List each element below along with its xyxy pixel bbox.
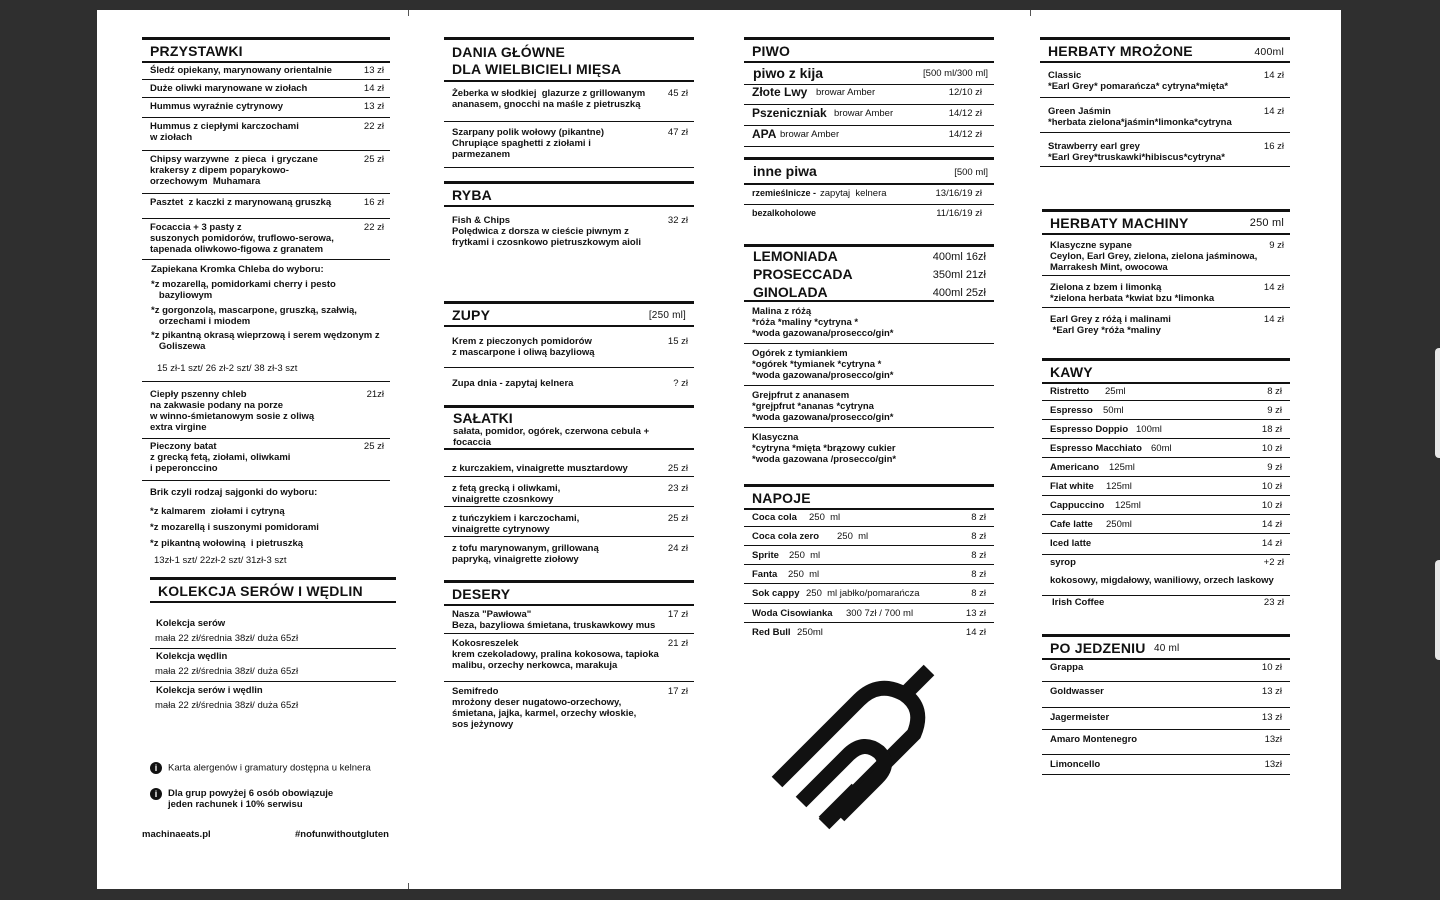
ryba-header: RYBA [444,181,694,207]
po-jedzeniu-item-name: Jagermeister [1050,712,1110,723]
machiny-item-name: Zielona z bzem i limonką *zielona herbata *kwiat bzu *limonka [1050,282,1215,304]
przystawki-item-name: Ciepły pszenny chleb na zakwasie podany na porze w winno-śmietanowym sosie z oliwą extra virgine [150,389,315,433]
desery-item [444,682,694,742]
brik-prices: 13zł-1 szt/ 22zł-2 szt/ 31zł-3 szt [154,555,287,566]
kawy-item [1042,496,1290,515]
dania-item [444,83,694,122]
napoje-item-size: 250 ml [788,569,820,580]
przystawki-item [142,194,390,219]
fold-mark [408,10,409,16]
machiny-item-price: 14 zł [1263,282,1284,293]
lemoniada-flavor [744,386,994,428]
napoje-item-name: Sok cappy [752,588,800,599]
info-allergens: i Karta alergenów i gramatury dostępna u kelnera [150,762,410,774]
mrozone-item-price: 14 zł [1263,106,1284,117]
napoje-item [744,527,994,546]
salatki-item-price: 24 zł [667,543,688,554]
kawy-item-price: 18 zł [1261,424,1282,435]
przystawki-item [142,219,390,260]
zapiekanka-option: *z mozarellą, pomidorkami cherry i pesto bazyliowym [151,279,336,301]
kawy-item-size: 50ml [1103,405,1124,416]
napoje-item-size: 250 ml [789,550,821,561]
kawy-item-name: Espresso Macchiato [1050,443,1142,454]
piwo-item [744,126,994,147]
przystawki-item [142,439,390,481]
przystawki-item-name: Chipsy warzywne z pieca i gryczane krakersy z dipem poparykowo- orzechowym Muhamara [150,154,318,187]
kawy-item-size: 125ml [1115,500,1141,511]
przystawki-item-name: Hummus z ciepłymi karczochami w ziołach [150,121,299,143]
inne-piwo-item-name: rzemieślnicze - [752,188,817,198]
piwo-item-price: 14/12 zł [948,129,982,140]
przystawki-item [142,98,390,118]
piwo-item-price: 12/10 zł [948,87,982,98]
napoje-item [744,623,994,642]
brik-option: *z kalmarem ziołami i cytryną [150,506,285,517]
inne-piwo-item-price: 13/16/19 zł [935,188,982,199]
przystawki-item-price: 22 zł [363,121,384,132]
salatki-item [444,507,694,537]
kawy-item-name: Cappuccino [1050,500,1105,511]
machiny-item [1042,276,1290,308]
desery-item-price: 17 zł [667,609,688,620]
dania-header: DANIA GŁÓWNE DLA WIELBICIELI MIĘSA [444,37,694,82]
mrozone-item-name: Classic *Earl Grey* pomarańcza* cytryna*mięta* [1048,70,1229,92]
piwo-item-brand: browar Amber [780,129,840,140]
po-jedzeniu-item-name: Limoncello [1050,759,1101,770]
przystawki-item-price: 22 zł [363,222,384,233]
lemoniada-flavor [744,428,994,470]
napoje-item-name: Coca cola zero [752,531,820,542]
fold-mark [408,883,409,889]
napoje-item-size: 250 ml [837,531,869,542]
mrozone-item [1040,98,1290,133]
zupy-header: ZUPY [250 ml] [444,301,694,327]
po-jedzeniu-item-name: Goldwasser [1050,686,1104,697]
desery-item [444,634,694,682]
irish-row: Irish Coffee 23 zł [1052,597,1284,608]
po-jedzeniu-item [1042,682,1290,708]
side-scroll-tab[interactable] [1435,348,1440,458]
sery-item-name: Kolekcja serów [156,618,226,629]
kawy-item-size: 125ml [1109,462,1135,473]
zupy-item [444,326,694,368]
sery-item [150,615,396,649]
machiny-item [1042,234,1290,276]
lemoniada-type: PROSECCADA [753,266,853,282]
napoje-item [744,508,994,527]
przystawki-item-price: 25 zł [363,441,384,452]
napoje-item-name: Sprite [752,550,779,561]
kawy-item-size: 25ml [1105,386,1126,397]
przystawki-item-price: 16 zł [363,197,384,208]
napoje-item-price: 14 zł [965,627,986,638]
sery-item [150,648,396,682]
kawy-item-price: 10 zł [1261,443,1282,454]
divider [142,381,390,382]
napoje-item-name: Red Bull [752,627,791,638]
kawy-item [1042,439,1290,458]
przystawki-header: PRZYSTAWKI [142,37,390,63]
napoje-item [744,604,994,623]
inne-piwo-item [744,205,994,227]
sery-header: KOLEKCJA SERÓW I WĘDLIN [150,577,396,603]
salatki-item [444,477,694,507]
sery-item-name: Kolekcja serów i wędlin [156,685,263,696]
napoje-item [744,546,994,565]
info-groups: i Dla grup powyżej 6 osób obowiązuje jeden rachunek i 10% serwisu [150,788,410,810]
zapiekanka-title: Zapiekana Kromka Chleba do wyboru: [151,264,324,275]
machiny-item-price: 14 zł [1263,314,1284,325]
mrozone-item-name: Strawberry earl grey *Earl Grey*truskawki*hibiscus*cytryna* [1048,141,1225,163]
po-jedzeniu-item [1042,730,1290,755]
machiny-item-name: Earl Grey z różą i malinami *Earl Grey *róża *maliny [1050,314,1171,336]
po-jedzeniu-item-price: 13zł [1264,734,1282,745]
kawy-item-size: 100ml [1136,424,1162,435]
lemoniada-flavor-text: Malina z różą *róża *maliny *cytryna * *woda gazowana/prosecco/gin* [752,306,894,339]
lemoniada-type: LEMONIADA [753,248,838,264]
napoje-item-price: 8 zł [971,588,986,599]
napoje-item-size: 250 ml jabłko/pomarańcza [806,588,920,599]
napoje-item-price: 13 zł [965,608,986,619]
kawy-item-price: 10 zł [1261,481,1282,492]
piwo-item-name: Pszeniczniak [752,106,827,120]
po-jedzeniu-item-price: 10 zł [1261,662,1282,673]
ryba-item-price: 32 zł [667,215,688,226]
lemoniada-header [744,244,994,302]
ryba-item-name: Fish & Chips Polędwica z dorsza w cieście piwnym z frytkami i czosnkowo pietruszkowym aioli [452,215,641,248]
kawy-item-price: 9 zł [1267,462,1282,473]
po-jedzeniu-header: PO JEDZENIU 40 ml [1042,634,1290,660]
desery-item-name: Semifredo mrożony deser nugatowo-orzechowy, śmietana, jajka, karmel, orzechy włoskie, sos jeżynowy [452,686,637,730]
sery-item-sizes: mała 22 zł/średnia 38zł/ duża 65zł [155,633,299,644]
przystawki-item-price: 21zł [366,389,384,400]
salatki-item [444,537,694,573]
info-icon: i [150,788,162,800]
lemoniada-flavor [744,344,994,386]
napoje-item-name: Coca cola [752,512,797,523]
zapiekanka-option: *z gorgonzolą, mascarpone, gruszką, szałwią, orzechami i miodem [151,305,357,327]
dania-item-name: Żeberka w słodkiej glazurze z grillowanym ananasem, gnocchi na maśle z pietruszką [452,88,646,110]
dania-item-price: 47 zł [667,127,688,138]
kawy-item-price: 9 zł [1267,405,1282,416]
kawy-item [1042,515,1290,534]
piwo-item-brand: browar Amber [834,108,894,119]
brik-title: Brik czyli rodzaj sajgonki do wyboru: [150,487,318,498]
przystawki-item [142,118,390,151]
kawy-item-name: Iced latte [1050,538,1092,549]
napoje-item-name: Fanta [752,569,778,580]
kawy-item [1042,534,1290,555]
dania-item-price: 45 zł [667,88,688,99]
fold-mark [1030,10,1031,16]
kawy-item-name: Cafe latte [1050,519,1093,530]
machiny-item-name: Klasyczne sypane Ceylon, Earl Grey, zielona, zielona jaśminowa, Marrakesh Mint, owocowa [1050,240,1258,273]
dania-item-name: Szarpany polik wołowy (pikantne) Chrupiące spaghetti z ziołami i parmezanem [452,127,605,160]
side-scroll-tab[interactable] [1435,560,1440,660]
kawy-item-price: 8 zł [1267,386,1282,397]
przystawki-item-name: Focaccia + 3 pasty z suszonych pomidorów, truflowo-serowa, tapenada oliwkowo-figowa z granatem [150,222,334,255]
sery-item [150,682,396,716]
napoje-header: NAPOJE [744,484,994,510]
kawy-item [1042,401,1290,420]
piwo-item [744,84,994,105]
ryba-item [444,207,694,251]
mrozone-item-name: Green Jaśmin *herbata zielona*jaśmin*limonka*cytryna [1048,106,1232,128]
mrozone-item [1040,133,1290,167]
desery-header: DESERY [444,580,694,606]
piwo-header: PIWO [744,37,994,63]
lemoniada-flavor-text: Grejpfrut z ananasem *grejpfrut *ananas *cytryna *woda gazowana/prosecco/gin* [752,390,894,423]
kawy-item-price: 10 zł [1261,500,1282,511]
przystawki-item-name: Śledź opiekany, marynowany orientalnie [150,65,332,76]
desery-item-price: 17 zł [667,686,688,697]
sery-item-sizes: mała 22 zł/średnia 38zł/ duża 65zł [155,666,299,677]
piwo-item [744,105,994,126]
kawy-item [1042,458,1290,477]
inne-piwa-header: inne piwa [500 ml] [744,157,994,185]
kawy-header: KAWY [1042,358,1290,384]
przystawki-item-name: Pasztet z kaczki z marynowaną gruszką [150,197,332,208]
przystawki-item-price: 25 zł [363,154,384,165]
herbaty-machiny-header: HERBATY MACHINY 250 ml [1042,209,1290,235]
lemoniada-flavor [744,302,994,344]
kawy-item-price: 14 zł [1261,519,1282,530]
piwo-item-name: Złote Lwy [752,85,808,99]
inne-piwo-item [744,185,994,205]
lemoniada-type-price: 400ml 25zł [932,287,986,299]
brik-option: *z pikantną wołowiną i pietruszką [150,538,304,549]
inne-piwo-item-name: bezalkoholowe [752,208,817,218]
mrozone-item-price: 16 zł [1263,141,1284,152]
piwo-item-name: APA [752,127,777,141]
napoje-item-price: 8 zł [971,512,986,523]
lemoniada-flavor-text: Klasyczna *cytryna *mięta *brązowy cukier *woda gazowana /prosecco/gin* [752,432,897,465]
desery-item [444,605,694,634]
kawy-item-name: Espresso Doppio [1050,424,1129,435]
machiny-item [1042,308,1290,344]
menu-sheet [97,10,1341,889]
przystawki-item-price: 14 zł [363,83,384,94]
salatki-item-name: z tofu marynowanym, grillowaną papryką, vinaigrette ziołowy [452,543,599,565]
lemoniada-type-price: 400ml 16zł [932,251,986,263]
kawy-item [1042,477,1290,496]
napoje-item-price: 8 zł [971,569,986,580]
napoje-item-size: 250 ml [809,512,841,523]
mrozone-item [1040,62,1290,98]
przystawki-item [142,80,390,98]
mrozone-item-price: 14 zł [1263,70,1284,81]
lemoniada-flavor-text: Ogórek z tymiankiem *ogórek *tymianek *cytryna * *woda gazowana/prosecco/gin* [752,348,894,381]
piwo-item-price: 14/12 zł [948,108,982,119]
syrop-row: syrop +2 zł kokosowy, migdałowy, waniliowy, orzech laskowy [1042,555,1290,596]
salatki-item-name: z kurczakiem, vinaigrette musztardowy [452,463,628,474]
machiny-item-price: 9 zł [1269,240,1284,251]
desery-item-name: Nasza "Pawłowa" Beza, bazyliowa śmietana, truskawkowy mus [452,609,656,631]
lemoniada-type-price: 350ml 21zł [932,269,986,281]
przystawki-item-name: Duże oliwki marynowane w ziołach [150,83,308,94]
zupy-item-name: Krem z pieczonych pomidorów z mascarpone i oliwą bazyliową [452,336,595,358]
przystawki-item-price: 13 zł [363,65,384,76]
salatki-item-name: z fetą grecką i oliwkami, vinaigrette czosnkowy [452,483,561,505]
przystawki-item [142,387,390,439]
website-link[interactable]: machinaeats.pl [142,829,211,840]
salatki-item [444,457,694,477]
przystawki-item [142,62,390,80]
info-icon: i [150,762,162,774]
napoje-item-size: 300 7zł / 700 ml [846,608,914,619]
lemoniada-type: GINOLADA [753,284,828,300]
napoje-item [744,565,994,584]
inne-piwo-item-extra: zapytaj kelnera [820,188,887,199]
przystawki-item-name: Pieczony batat z grecką fetą, ziołami, oliwkami i peperonccino [150,441,291,474]
zupy-item [444,368,694,392]
zapiekanka-prices: 15 zł-1 szt/ 26 zł-2 szt/ 38 zł-3 szt [157,363,298,374]
kawy-item-size: 250ml [1106,519,1132,530]
piwo-kija-row: piwo z kija [500 ml/300 ml] [744,62,994,85]
po-jedzeniu-item [1042,755,1290,775]
napoje-item-size: 250ml [797,627,823,638]
kawy-item-name: Espresso [1050,405,1093,416]
zapiekanka-option: *z pikantną okrasą wieprzową i serem wędzonym z Goliszewa [151,330,380,352]
salatki-header: SAŁATKI sałata, pomidor, ogórek, czerwona cebula + focaccia [444,405,694,450]
po-jedzeniu-item-price: 13 zł [1261,712,1282,723]
piwo-item-brand: browar Amber [816,87,876,98]
salatki-item-price: 25 zł [667,463,688,474]
fork-logo-icon [769,662,939,838]
sery-item-sizes: mała 22 zł/średnia 38zł/ duża 65zł [155,700,299,711]
desery-item-name: Kokosreszelek krem czekoladowy, pralina kokosowa, tapioka malibu, orzechy nerkowca, marakuja [452,638,659,671]
po-jedzeniu-item [1042,658,1290,682]
dania-item [444,122,694,168]
salatki-item-price: 23 zł [667,483,688,494]
po-jedzeniu-item-name: Amaro Montenegro [1050,734,1138,745]
zupy-item-price: 15 zł [667,336,688,347]
kawy-item-name: Americano [1050,462,1100,473]
salatki-item-price: 25 zł [667,513,688,524]
po-jedzeniu-item-price: 13 zł [1261,686,1282,697]
napoje-item [744,584,994,604]
desery-item-price: 21 zł [667,638,688,649]
kawy-item-price: 14 zł [1261,538,1282,549]
kawy-item-name: Ristretto [1050,386,1090,397]
zupy-item-name: Zupa dnia - zapytaj kelnera [452,378,574,389]
kawy-item [1042,382,1290,401]
napoje-item-price: 8 zł [971,550,986,561]
napoje-item-price: 8 zł [971,531,986,542]
napoje-item-name: Woda Cisowianka [752,608,833,619]
zupy-item-price: ? zł [673,378,688,389]
kawy-item-name: Flat white [1050,481,1094,492]
inne-piwo-item-price: 11/16/19 zł [936,208,982,219]
przystawki-item-name: Hummus wyraźnie cytrynowy [150,101,284,112]
sery-item-name: Kolekcja wędlin [156,651,228,662]
salatki-item-name: z tuńczykiem i karczochami, vinaigrette cytrynowy [452,513,580,535]
po-jedzeniu-item [1042,708,1290,730]
przystawki-item-price: 13 zł [363,101,384,112]
kawy-item-size: 125ml [1106,481,1132,492]
kawy-item [1042,420,1290,439]
przystawki-item [142,151,390,194]
brik-option: *z mozarellą i suszonymi pomidorami [150,522,319,533]
po-jedzeniu-item-price: 13zł [1264,759,1282,770]
kawy-item-size: 60ml [1151,443,1172,454]
po-jedzeniu-item-name: Grappa [1050,662,1084,673]
herbaty-mrozone-header: HERBATY MROŻONE 400ml [1040,37,1290,63]
hashtag: #nofunwithoutgluten [295,829,389,840]
